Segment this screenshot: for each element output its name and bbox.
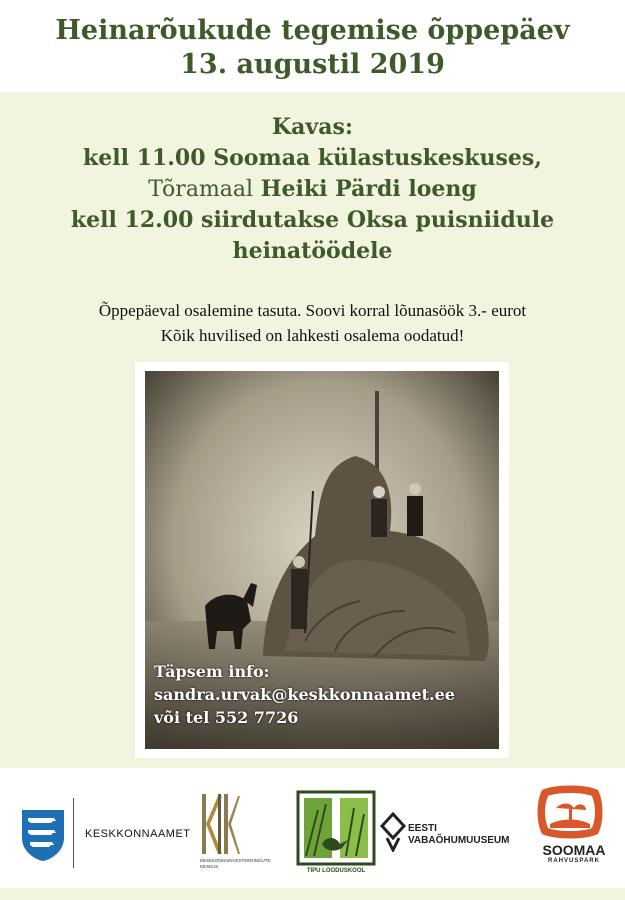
soomaa-name: SOOMAA <box>542 842 606 858</box>
vabaohumuuseum-logo-text <box>408 823 509 847</box>
poster-header <box>0 0 625 92</box>
kik-logo-text: KESKKONNAINVESTEERINGUTE KESKUS <box>200 858 271 869</box>
keskkonnaamet-logo-text: KESKKONNAAMET <box>85 828 191 840</box>
evm-line-1: EESTI <box>408 823 437 834</box>
contact-phone: või tel 552 7726 <box>154 708 299 727</box>
event-date: 13. augustil 2019 <box>180 49 445 80</box>
contact-email[interactable]: sandra.urvak@keskkonnaamet.ee <box>154 685 455 704</box>
program-item-3: kell 12.00 siirdutakse Oksa puisniidule <box>70 207 555 233</box>
vabaohumuuseum-logo-icon <box>380 812 406 852</box>
program-item-1: kell 11.00 Soomaa külastuskeskuses, <box>83 145 542 171</box>
kik-logo-icon <box>200 792 240 858</box>
event-title: Heinarõukude tegemise õppepäev <box>55 15 570 46</box>
tipu-logo-text: TIPU LOODUSKOOL <box>306 868 366 874</box>
program-heading: Kavas: <box>272 114 353 140</box>
program-item-2 <box>0 174 625 205</box>
program-item-4: heinatöödele <box>232 238 393 264</box>
info-fee: Õppepäeval osalemine tasuta. Soovi korral lõunasöök 3.- eurot <box>98 301 527 320</box>
soomaa-sub: RAHVUSPARK <box>548 858 600 864</box>
logo-divider <box>73 798 74 868</box>
info-welcome: Kõik huvilised on lahkesti osalema oodatud! <box>160 326 465 345</box>
program-lecture: Heiki Pärdi loeng <box>260 176 477 202</box>
info-block <box>0 298 625 348</box>
estonian-coat-of-arms-icon <box>20 808 66 862</box>
tipu-looduskool-logo-icon <box>296 790 376 870</box>
program-place: Tõramaal <box>148 177 254 202</box>
contact-heading: Täpsem info: <box>154 662 270 681</box>
program-block <box>0 112 625 267</box>
soomaa-logo-text <box>524 842 624 864</box>
evm-line-2: VABAÕHUMUUSEUM <box>408 835 510 846</box>
contact-info <box>154 660 455 729</box>
soomaa-rahvuspark-logo-icon <box>534 782 606 842</box>
